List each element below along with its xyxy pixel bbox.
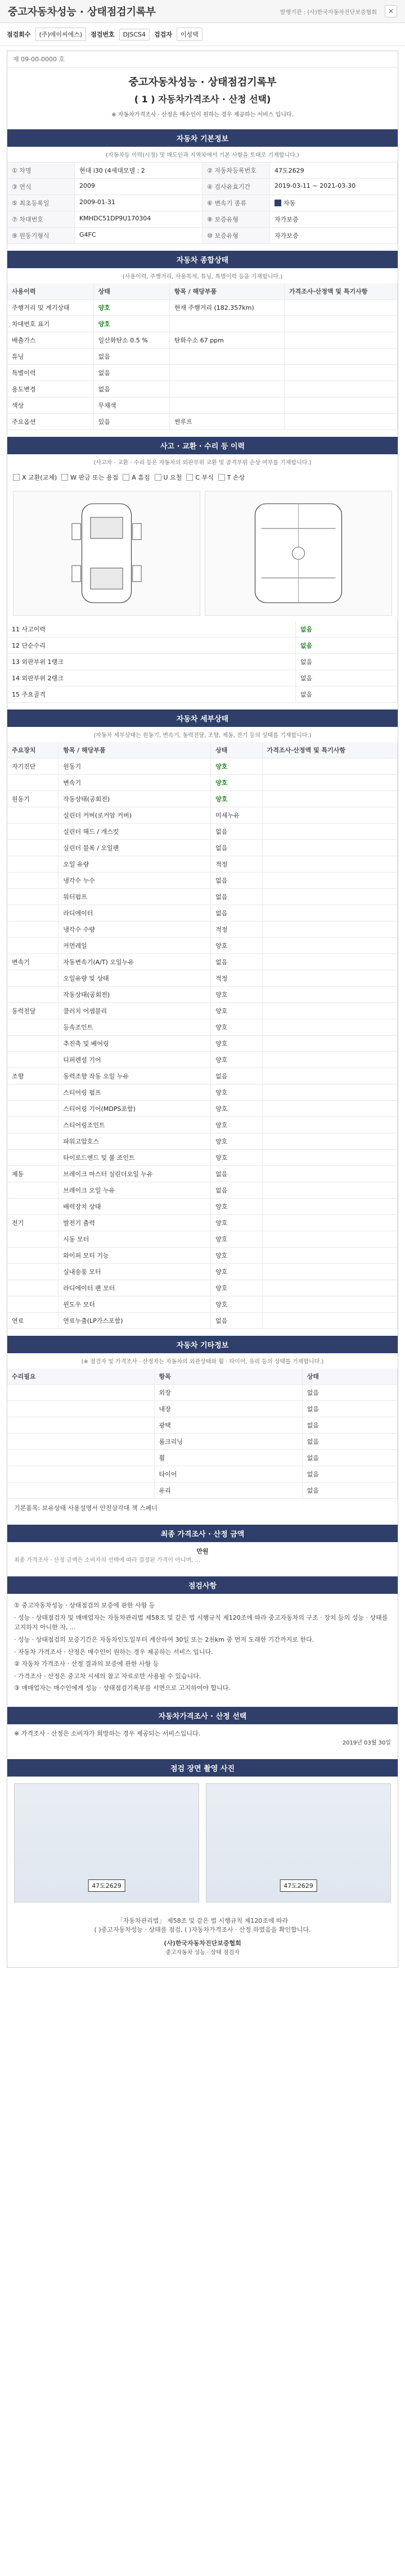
basic-v20: 47도2629 [270, 162, 398, 179]
summary-band: 최종 가격조사 · 산정 금액 [7, 1525, 398, 1542]
basic-l0: ① 차명 [7, 162, 75, 179]
table-row: 주행거리 및 계기상태 양호 현재 주행거리 (182,357km) [7, 300, 398, 316]
table-row: 배출가스 일산화탄소 0.5 % 탄화수소 67 ppm [7, 332, 398, 349]
car-frame-diagram [205, 491, 392, 616]
basic-v21: 2019-03-11 ~ 2021-03-30 [270, 179, 398, 195]
table-row: 와이퍼 모터 기능 양호 [7, 1248, 398, 1264]
note-line: · 성능 · 상태점검의 보증기간은 자동차인도일부터 계산하여 30일 또는 2천km 중 먼저 도래한 기간까지로 한다. [14, 1635, 314, 1643]
detail-col-3: 가격조사·산정액 및 특기사항 [262, 742, 397, 758]
car-frame-svg [205, 491, 392, 615]
legend-item: X 교환(교체) [13, 473, 57, 482]
table-row: 추진축 및 베어링 양호 [7, 1036, 398, 1052]
basic-v4: G4FC [75, 228, 202, 244]
table-row: 자기진단 원동기 양호 [7, 758, 398, 775]
table-row: 휠 없음 [7, 1450, 398, 1466]
car-top-diagram [13, 491, 200, 616]
basic-v3: KMHDC51DP9U170304 [75, 211, 202, 228]
others-subnote: (※ 점검자 및 가격조사 · 산정자는 자동차의 외관상태와 휠 · 타이어, 유리 등의 상태를 기재합니다.) [81, 1359, 324, 1365]
confirm-date: 2019년 03월 30일 [342, 1739, 391, 1746]
others-col-1: 항목 [154, 1368, 302, 1385]
basic-band: 자동차 기본정보 [7, 129, 398, 147]
table-row: 튜닝 없음 [7, 349, 398, 365]
car-diagrams [7, 485, 398, 621]
footer-line1: 「자동차관리법」 제58조 및 같은 법 시행규칙 제120조에 따라 [116, 1917, 289, 1924]
table-row: 동력전달 클러치 어셈블리 양호 [7, 1003, 398, 1019]
title-main: 중고자동차성능 · 상태점검기록부 [128, 76, 277, 88]
content [0, 46, 405, 1972]
doc-number: 제 09-00-0000 호 [13, 56, 65, 63]
checkbox [274, 200, 281, 206]
legend-item: C 부식 [186, 473, 213, 482]
basic-v22: 자동 [270, 195, 398, 211]
section-detail [7, 709, 398, 1329]
car-top-svg [14, 491, 200, 615]
section-basic [7, 129, 398, 244]
footer-company: (사)한국자동차진단보증협회 [164, 1939, 241, 1947]
basic-l3: ⑦ 차대번호 [7, 211, 75, 228]
status-table [7, 283, 398, 430]
table-row: 변속기 자동변속기(A/T) 오일누유 없음 [7, 954, 398, 970]
section-confirm [7, 1707, 398, 1752]
photo-side [206, 1783, 391, 1902]
table-row: 라디에이터 팬 모터 양호 [7, 1280, 398, 1296]
detail-col-0: 주요장치 [7, 742, 58, 758]
table-row: 냉각수 수량 적정 [7, 921, 398, 938]
note-line: · 가격조사 · 산정은 중고차 시세의 참고 자료로만 사용될 수 있습니다. [14, 1672, 201, 1680]
legend-swatch [13, 474, 20, 481]
table-row: 스티어링 펌프 양호 [7, 1084, 398, 1101]
others-band: 자동차 기타정보 [7, 1336, 398, 1353]
detail-table [7, 742, 398, 1329]
basic-l2: ⑤ 최초등록일 [7, 195, 75, 211]
topbar-left-label: 점검회수 [7, 31, 31, 38]
table-row: 브레이크 오일 누유 없음 [7, 1182, 398, 1199]
section-summary [7, 1525, 398, 1570]
confirm-band: 자동차가격조사 · 산정 선택 [7, 1707, 398, 1724]
basic-l23: ⑧ 보증유형 [202, 211, 270, 228]
others-col-0: 수리필요 [7, 1368, 154, 1385]
detail-subnote: (자동차 세부상태는 원동기, 변속기, 동력전달, 조향, 제동, 전기 등의 상태를 기재합니다.) [93, 733, 312, 739]
detail-col-1: 항목 / 해당부품 [58, 742, 211, 758]
table-row: 광택 없음 [7, 1417, 398, 1434]
topbar-mid-label: 점검번호 [91, 31, 115, 38]
table-row: 실린더 헤드 / 개스킷 없음 [7, 824, 398, 840]
doc-header [7, 51, 398, 67]
accident-band: 사고 · 교환 · 수리 등 이력 [7, 437, 398, 454]
summary-text [7, 1542, 398, 1570]
note-line: ③ 매매업자는 매수인에게 성능 · 상태점검기록부를 서면으로 고지하여야 합니다. [14, 1684, 231, 1692]
close-icon[interactable]: ✕ [385, 5, 397, 17]
photos-grid [7, 1777, 398, 1909]
table-row: 유리 없음 [7, 1483, 398, 1499]
accident-legend [7, 469, 398, 485]
legend-item: A 흠집 [123, 473, 150, 482]
section-status [7, 251, 398, 430]
table-row: 13 외판부위 1랭크 없음 [7, 654, 398, 670]
basic-v1: 2009 [75, 179, 202, 195]
basic-l4: ⑨ 원동기형식 [7, 228, 75, 244]
table-row: 작동상태(공회전) 양호 [7, 987, 398, 1003]
summary-caption: 최종 가격조사 · 산정 금액은 소비자의 선택에 따라 결정된 가격이 아니며, ... [14, 1557, 200, 1564]
table-row: 디퍼렌셜 기어 양호 [7, 1052, 398, 1068]
summary-amount: 만원 [196, 1547, 209, 1555]
table-row: 제동 브레이크 마스터 실린더오일 누유 없음 [7, 1166, 398, 1182]
table-row: 14 외판부위 2랭크 없음 [7, 670, 398, 686]
status-col-3: 가격조사·산정액 및 특기사항 [284, 283, 397, 300]
table-row: 타이어 없음 [7, 1466, 398, 1483]
title-sub: ( 1 ) 자동차가격조사 · 산정 선택) [134, 94, 271, 105]
basic-items: 기본품목: 보유상태 사용설명서 안전삼각대 잭 스페너 [14, 1504, 158, 1512]
table-row: 실린더 커버(로커암 커버) 미세누유 [7, 807, 398, 824]
table-row: 등속조인트 양호 [7, 1019, 398, 1036]
table-row: 내장 없음 [7, 1401, 398, 1417]
status-col-2: 항목 / 해당부품 [169, 283, 284, 300]
section-photos [7, 1759, 398, 1909]
table-row: 오일유량 및 상태 적정 [7, 970, 398, 987]
legend-item: U 요철 [155, 473, 182, 482]
table-row: 스티어링 기어(MDPS포함) 양호 [7, 1101, 398, 1117]
topbar-right-label: 검검자 [154, 31, 172, 38]
table-row: 원동기 작동상태(공회전) 양호 [7, 791, 398, 807]
status-band: 자동차 종합상태 [7, 251, 398, 268]
table-row: 커먼레일 양호 [7, 938, 398, 954]
notes-list [7, 1594, 398, 1700]
basic-v24: 자가보증 [270, 228, 398, 244]
table-row: 차대번호 표기 양호 [7, 316, 398, 332]
table-row: 룸크리닝 없음 [7, 1434, 398, 1450]
confirm-line: ※ 가격조사 · 산정은 소비자가 희망하는 경우 제공되는 서비스입니다. [14, 1729, 201, 1737]
accident-table [7, 621, 398, 703]
topbar-mid-value[interactable]: DJSCS4 [119, 29, 150, 40]
table-row: 워터펌프 없음 [7, 889, 398, 905]
confirm-text [7, 1724, 398, 1752]
basic-l24: ⑩ 보증유형 [202, 228, 270, 244]
table-row: 라디에이터 없음 [7, 905, 398, 921]
footer-line2: ( )중고자동차성능 · 상태를 점검, ( )자동차가격조사 · 산정 하였음을 확인합니다. [94, 1926, 311, 1933]
legend-swatch [186, 474, 193, 481]
status-subnote: (사용이력, 주행거리, 사용목적, 튜닝, 특별이력 등을 기재합니다.) [122, 274, 283, 280]
search-bar [0, 23, 405, 46]
basic-l1: ③ 연식 [7, 179, 75, 195]
app-title: 중고자동차성능 · 상태점검기록부 [8, 6, 156, 18]
table-row: 조향 동력조향 작동 오일 누유 없음 [7, 1068, 398, 1084]
document [7, 51, 398, 1968]
legend-swatch [155, 474, 161, 481]
table-row: 시동 모터 양호 [7, 1231, 398, 1248]
detail-band: 자동차 세부상태 [7, 709, 398, 727]
basic-l20: ② 자동차등록번호 [202, 162, 270, 179]
table-row: 색상 무채색 [7, 397, 398, 414]
note-line: · 성능 · 상태점검자 및 매매업자는 자동차관리법 제58조 및 같은 법 시행규칙 제120조에 따라 중고자동차의 구조 · 장치 등의 성능 · 상태를 고지하지 아니한 자, ... [14, 1614, 388, 1632]
section-accident [7, 437, 398, 703]
table-row: 스티어링조인트 양호 [7, 1117, 398, 1133]
others-col-2: 상태 [302, 1368, 397, 1385]
status-col-0: 사용이력 [7, 283, 93, 300]
section-notes [7, 1576, 398, 1700]
photos-band: 점검 장면 촬영 사진 [7, 1759, 398, 1777]
table-row: 11 사고이력 없음 [7, 621, 398, 638]
footer [7, 1909, 398, 1967]
table-row: 파워고압호스 양호 [7, 1133, 398, 1150]
note-line: · 자동차 가격조사 · 산정은 매수인이 원하는 경우 제공하는 서비스 입니다. [14, 1648, 213, 1656]
table-row: 변속기 양호 [7, 775, 398, 791]
table-row: 윈도우 모터 양호 [7, 1296, 398, 1313]
others-table [7, 1368, 398, 1499]
table-row: 오일 유량 적정 [7, 856, 398, 873]
legend-swatch [218, 474, 225, 481]
table-row: 실린더 블록 / 오일팬 없음 [7, 840, 398, 856]
footer-sub: 중고자동차 성능 · 상태 점검자 [165, 1949, 240, 1956]
title-notice: ※ 자동차가격조사 · 산정은 매수인이 원하는 경우 제공하는 서비스 입니다. [111, 112, 294, 118]
legend-swatch [61, 474, 68, 481]
license-plate: 47도2629 [280, 1879, 317, 1892]
accident-subnote: (사고차 · 교환 · 수리 등은 자동차의 외판부위 교환 및 골격부위 손상 여부를 기재합니다.) [93, 460, 312, 466]
table-row: 냉각수 누수 없음 [7, 873, 398, 889]
titlebar-right [280, 5, 397, 17]
legend-item: T 손상 [218, 473, 245, 482]
license-plate: 47도2629 [88, 1879, 125, 1892]
basic-l22: ⑥ 변속기 종류 [202, 195, 270, 211]
table-row: 외장 없음 [7, 1385, 398, 1401]
table-row: 12 단순수리 없음 [7, 638, 398, 654]
basic-l21: ④ 검사유효기간 [202, 179, 270, 195]
basic-v2: 2009-01-31 [75, 195, 202, 211]
note-line: ② 자동차 가격조사 · 산정 결과의 보증에 관한 사항 등 [14, 1660, 159, 1668]
photo-front [14, 1783, 199, 1902]
table-row: 실내송풍 모터 양호 [7, 1264, 398, 1280]
section-others [7, 1336, 398, 1518]
note-line: ① 중고자동차성능 · 상태점검의 보증에 관한 사항 등 [14, 1602, 155, 1610]
table-row: 연료 연료누출(LP가스포함) 없음 [7, 1313, 398, 1329]
table-row: 배력장치 상태 양호 [7, 1199, 398, 1215]
table-row: 15 주요골격 없음 [7, 686, 398, 703]
basic-v0: 현대 i30 (4세대모델 : 2 [75, 162, 202, 179]
topbar-left-value[interactable]: (주)에이씨에스) [35, 28, 87, 41]
table-row: 주요옵션 있음 썬루프 [7, 414, 398, 430]
table-row: 타이로드엔드 및 볼 조인트 양호 [7, 1150, 398, 1166]
legend-swatch [123, 474, 129, 481]
basic-v23: 자가보증 [270, 211, 398, 228]
notes-band: 점검사항 [7, 1576, 398, 1594]
table-row: 특별이력 없음 [7, 365, 398, 381]
basic-subnote: (자동차등 이력(시정) 및 매도인과 지역차에서 기본 사항을 토대로 기재합니다.) [106, 152, 299, 159]
status-col-1: 상태 [93, 283, 169, 300]
basic-grid [7, 162, 398, 244]
detail-col-2: 상태 [211, 742, 262, 758]
table-row: 전기 발전기 출력 양호 [7, 1215, 398, 1231]
window-titlebar [0, 0, 405, 23]
legend-item: W 판금 또는 용접 [61, 473, 118, 482]
topbar-right-value[interactable]: 이성택 [177, 28, 202, 41]
doc-title [7, 67, 398, 123]
publisher-link[interactable]: 발행기관 : (사)한국자동차진단보증협회 [280, 9, 377, 16]
table-row: 용도변경 없음 [7, 381, 398, 397]
